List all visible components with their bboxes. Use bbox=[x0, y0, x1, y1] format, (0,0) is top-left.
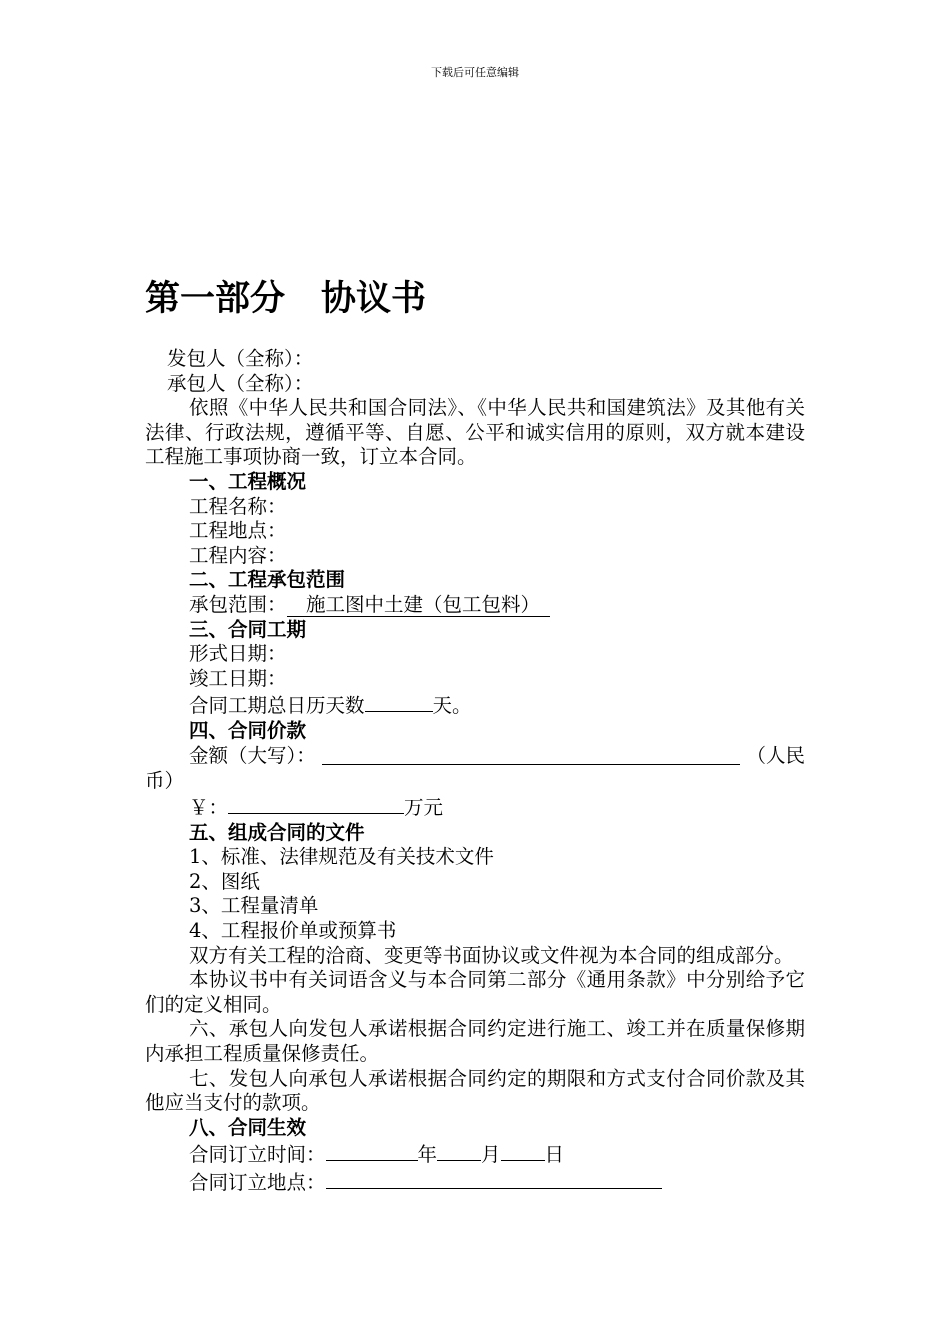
document-item: 1、标准、法律规范及有关技术文件 bbox=[189, 845, 494, 869]
document-item: 3、工程量清单 bbox=[189, 894, 319, 918]
start-date-line: 形式日期： bbox=[189, 642, 287, 666]
page-title bbox=[145, 276, 426, 322]
project-name-line: 工程名称： bbox=[189, 494, 287, 518]
documents-note: 双方有关工程的洽商、变更等书面协议或文件视为本合同的组成部分。 bbox=[189, 943, 794, 967]
amount-figure-unit: 万元 bbox=[404, 796, 444, 820]
section-6-paragraph: 六、承包人向发包人承诺根据合同约定进行施工、竣工并在质量保修期内承担工程质量保修责任。 bbox=[145, 1017, 805, 1066]
page-header: 下载后可任意编辑 bbox=[431, 66, 519, 79]
amount-words-blank bbox=[322, 744, 741, 765]
amount-figure-blank bbox=[228, 793, 404, 814]
amount-figure-label: ￥： bbox=[189, 796, 229, 820]
signing-time-line bbox=[145, 1140, 805, 1168]
signing-year-blank bbox=[326, 1140, 418, 1161]
section-1-heading: 一、工程概况 bbox=[189, 469, 307, 493]
document-item: 4、工程报价单或预算书 bbox=[189, 919, 397, 943]
preamble-paragraph: 依照《中华人民共和国合同法》、《中华人民共和国建筑法》及其他有关法律、行政法规，遵循平等、自愿、公平和诚实信用的原则，双方就本建设工程施工事项协商一致，订立本合同。 bbox=[145, 396, 805, 469]
total-days-line bbox=[145, 691, 805, 719]
completion-date-line: 竣工日期： bbox=[189, 666, 287, 690]
contractor-line: 承包人（全称）： bbox=[167, 371, 314, 395]
scope-line bbox=[145, 593, 805, 618]
amount-words-suffix: （人民 bbox=[746, 743, 805, 767]
year-label: 年 bbox=[417, 1143, 438, 1167]
title-name: 协议书 bbox=[321, 279, 427, 319]
section-4-heading: 四、合同价款 bbox=[189, 718, 307, 742]
employer-line: 发包人（全称）： bbox=[167, 347, 314, 370]
section-7-paragraph: 七、发包人向承包人承诺根据合同约定的期限和方式支付合同价款及其他应当支付的款项。 bbox=[145, 1066, 805, 1115]
project-content-line: 工程内容： bbox=[189, 543, 287, 567]
amount-words-continuation: 币） bbox=[145, 768, 185, 792]
month-label: 月 bbox=[481, 1143, 501, 1167]
project-location-line: 工程地点： bbox=[189, 519, 287, 543]
scope-value: 施工图中土建（包工包料） bbox=[287, 593, 550, 617]
signing-day-blank bbox=[501, 1140, 545, 1161]
title-part: 第一部分 bbox=[145, 279, 286, 319]
document-item: 2、图纸 bbox=[189, 869, 260, 893]
scope-label: 承包范围： bbox=[189, 592, 287, 616]
definitions-paragraph: 本协议书中有关词语含义与本合同第二部分《通用条款》中分别给予它们的定义相同。 bbox=[145, 968, 805, 1016]
signing-month-blank bbox=[437, 1140, 481, 1161]
total-days-blank bbox=[365, 691, 433, 712]
section-5-heading: 五、组成合同的文件 bbox=[189, 820, 365, 844]
day-label: 日 bbox=[544, 1143, 565, 1167]
section-3-heading: 三、合同工期 bbox=[189, 617, 307, 641]
signing-time-label: 合同订立时间： bbox=[189, 1143, 326, 1167]
total-days-label: 合同工期总日历天数 bbox=[189, 694, 365, 718]
signing-place-label: 合同订立地点： bbox=[189, 1171, 326, 1194]
amount-words-line bbox=[145, 744, 805, 769]
agreement-body bbox=[145, 347, 805, 1196]
signing-place-line bbox=[145, 1168, 805, 1196]
section-8-heading: 八、合同生效 bbox=[189, 1115, 307, 1139]
amount-figure-line bbox=[145, 793, 805, 821]
signing-place-blank bbox=[326, 1168, 662, 1189]
section-2-heading: 二、工程承包范围 bbox=[189, 568, 346, 592]
amount-words-label: 金额（大写）： bbox=[189, 743, 316, 767]
total-days-unit: 天。 bbox=[432, 694, 472, 718]
